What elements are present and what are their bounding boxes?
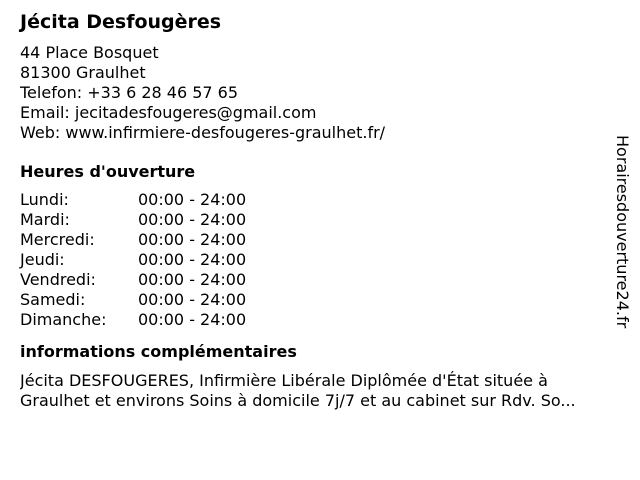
info-line: Graulhet et environs Soins à domicile 7j/7 et au cabinet sur Rdv. So... bbox=[20, 391, 576, 410]
hours-time: 00:00 - 24:00 bbox=[138, 250, 247, 269]
address-street: 44 Place Bosquet bbox=[20, 43, 159, 62]
site-watermark: Horairesdouverture24.fr bbox=[613, 135, 632, 329]
info-line: Jécita DESFOUGERES, Infirmière Libérale Diplômée d'État située à bbox=[20, 371, 548, 390]
hours-time: 00:00 - 24:00 bbox=[138, 310, 247, 329]
business-name: Jécita Desfougères bbox=[20, 11, 222, 33]
hours-day: Mardi: bbox=[20, 210, 70, 229]
address-city: 81300 Graulhet bbox=[20, 63, 146, 82]
hours-heading: Heures d'ouverture bbox=[20, 162, 196, 181]
hours-time: 00:00 - 24:00 bbox=[138, 190, 247, 209]
hours-day: Jeudi: bbox=[20, 250, 65, 269]
website-line[interactable]: Web: www.infirmiere-desfougeres-graulhet.fr/ bbox=[20, 123, 386, 142]
hours-day: Dimanche: bbox=[20, 310, 107, 329]
phone-line[interactable]: Telefon: +33 6 28 46 57 65 bbox=[20, 83, 239, 102]
hours-day: Vendredi: bbox=[20, 270, 96, 289]
hours-row-wednesday bbox=[20, 230, 632, 250]
info-description bbox=[20, 371, 630, 411]
hours-day: Lundi: bbox=[20, 190, 69, 209]
hours-day: Mercredi: bbox=[20, 230, 95, 249]
hours-day: Samedi: bbox=[20, 290, 86, 309]
business-card bbox=[20, 9, 632, 411]
hours-table bbox=[20, 190, 632, 330]
hours-row-friday bbox=[20, 270, 632, 290]
hours-time: 00:00 - 24:00 bbox=[138, 210, 247, 229]
hours-row-tuesday bbox=[20, 210, 632, 230]
hours-time: 00:00 - 24:00 bbox=[138, 230, 247, 249]
hours-time: 00:00 - 24:00 bbox=[138, 270, 247, 289]
hours-time: 00:00 - 24:00 bbox=[138, 290, 247, 309]
hours-row-thursday bbox=[20, 250, 632, 270]
hours-row-monday bbox=[20, 190, 632, 210]
hours-row-sunday bbox=[20, 310, 632, 330]
hours-row-saturday bbox=[20, 290, 632, 310]
info-heading: informations complémentaires bbox=[20, 342, 297, 361]
contact-block bbox=[20, 43, 632, 143]
email-line[interactable]: Email: jecitadesfougeres@gmail.com bbox=[20, 103, 317, 122]
